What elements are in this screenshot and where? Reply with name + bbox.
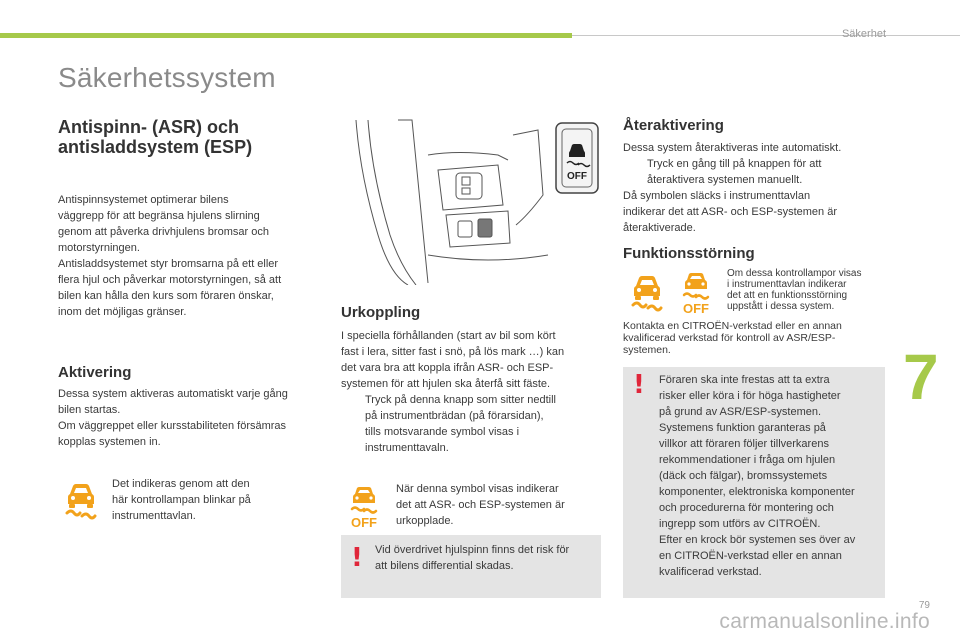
aktivering-lamp-line: instrumenttavlan.	[112, 510, 196, 522]
warning-line: på grund av ASR/ESP-systemen.	[659, 406, 822, 418]
esp-fault-lamp-icon	[630, 272, 664, 312]
ateraktivering-heading: Återaktivering	[623, 117, 724, 134]
ateraktivering-bullet	[623, 156, 821, 188]
intro-line: Antispinnsystemet optimerar bilens	[58, 194, 229, 206]
ateraktivering-line: indikerar det att ASR- och ESP-systemen är	[623, 206, 837, 218]
urkoppling-off-line: När denna symbol visas indikerar	[396, 483, 559, 495]
urkoppling-heading: Urkoppling	[341, 304, 421, 321]
intro-line: väggrepp för att begränsa hjulens slirning	[58, 210, 260, 222]
urkoppling-line: I speciella förhållanden (start av bil som kört	[341, 330, 556, 342]
ateraktivering-text-top	[623, 140, 841, 156]
aktivering-heading: Aktivering	[58, 364, 132, 381]
aktivering-lamp-line: här kontrollampan blinkar på	[112, 494, 251, 506]
funktionsstorning-text	[623, 320, 842, 356]
urkoppling-line: fast i lera, sitter fast i snö, på lös mark …) kan	[341, 346, 565, 358]
dashboard-button-illustration	[338, 115, 603, 285]
main-heading-line: antisladdsystem (ESP)	[58, 137, 253, 157]
urkoppling-bullet-line: tills motsvarande symbol visas i	[365, 426, 520, 438]
urkoppling-off-line: urkopplade.	[396, 515, 454, 527]
chapter-number: 7	[903, 341, 939, 413]
aktivering-lamp-line: Det indikeras genom att den	[112, 478, 250, 490]
urkoppling-bullet	[341, 392, 556, 456]
page-number: 79	[918, 600, 930, 611]
intro-line: Antisladdsystemet styr bromsarna på ett eller	[58, 258, 279, 270]
aktivering-line: kopplas systemen in.	[58, 436, 161, 448]
warning-line: en CITROËN-verkstad eller en annan	[659, 550, 842, 562]
urkoppling-bullet-line: på instrumentbrädan (på förarsidan),	[365, 410, 544, 422]
ateraktivering-text	[623, 188, 837, 236]
aktivering-line: bilen startas.	[58, 404, 121, 416]
funktionsstorning-side-line: uppstått i dessa system.	[727, 301, 835, 312]
urkoppling-bullet-line: Tryck på denna knapp som sitter nedtill	[365, 394, 556, 406]
warning-line: Efter en krock bör systemen ses över av	[659, 534, 856, 546]
urkoppling-warning-box	[341, 535, 601, 598]
warning-line: rekommendationer i fråga om hjulen	[659, 454, 836, 466]
main-heading	[58, 117, 318, 157]
warning-line: risker eller köra i för höga hastigheter	[659, 390, 841, 402]
page-title: Säkerhetssystem	[58, 62, 276, 93]
funktionsstorning-heading: Funktionsstörning	[623, 245, 755, 262]
esp-warning-lamp-icon	[64, 480, 98, 520]
ateraktivering-bullet-line: Tryck en gång till på knappen för att	[647, 158, 822, 170]
intro-line: flera hjul och påverkar motorstyrningen, så att	[58, 274, 282, 286]
intro-paragraph	[58, 192, 281, 320]
funktionsstorning-side-text	[727, 268, 862, 312]
warning-line: och procedurerna för montering och	[659, 502, 834, 514]
header-accent-bar	[0, 33, 572, 38]
urkoppling-warning-line: Vid överdrivet hjulspinn finns det risk för	[375, 544, 570, 556]
aktivering-line: Om väggreppet eller kursstabiliteten försämras	[58, 420, 287, 432]
warning-icon: !	[633, 370, 645, 400]
aktivering-line: Dessa system aktiveras automatiskt varje gång	[58, 388, 288, 400]
funktionsstorning-line: kvalificerad verkstad för kontroll av ASR/ESP-	[623, 332, 836, 344]
urkoppling-bullet-line: instrumenttavaln.	[365, 442, 449, 454]
ateraktivering-bullet-line: återaktivera systemen manuellt.	[647, 174, 803, 186]
funktionsstorning-side-line: Om dessa kontrollampor visas	[727, 268, 862, 279]
button-off-label: OFF	[567, 171, 587, 182]
watermark: carmanualsonline.info	[719, 610, 930, 633]
intro-line: genom att påverka drivhjulens bromsar och	[58, 226, 269, 238]
funktionsstorning-line: systemen.	[623, 344, 671, 356]
warning-line: villkor att föraren följer tillverkarens	[659, 438, 829, 450]
ateraktivering-line: Dessa system återaktiveras inte automatiskt.	[623, 142, 842, 154]
warning-line: kvalificerad verkstad.	[659, 566, 762, 578]
aktivering-text	[58, 386, 288, 450]
aktivering-lamp-text	[112, 476, 251, 524]
intro-line: inom det möjligas gränser.	[58, 306, 187, 318]
warning-line: (däck och fälgar), bromssystemets	[659, 470, 828, 482]
intro-line: bilen kan hålla den kurs som föraren önskar,	[58, 290, 274, 302]
esp-off-lamp-icon	[346, 484, 382, 530]
funktionsstorning-warning-box	[623, 367, 885, 598]
ateraktivering-line: Då symbolen släcks i instrumenttavlan	[623, 190, 811, 202]
urkoppling-off-line: det att ASR- och ESP-systemen är	[396, 499, 565, 511]
funktionsstorning-side-line: i instrumenttavlan indikerar	[727, 279, 847, 290]
funktionsstorning-side-line: det att en funktionsstörning	[727, 290, 848, 301]
urkoppling-off-text	[396, 481, 565, 529]
warning-icon: !	[351, 543, 363, 573]
funktionsstorning-warning-text	[659, 372, 855, 580]
warning-line: komponenter, elektroniska komponenter	[659, 486, 855, 498]
warning-line: ingrepp som utförs av CITROËN.	[659, 518, 821, 530]
urkoppling-line: systemen för att hjulen ska återfå sitt fäste.	[341, 378, 551, 390]
section-label: Säkerhet	[841, 28, 886, 40]
funktionsstorning-line: Kontakta en CITROËN-verkstad eller en annan	[623, 320, 842, 332]
off-label: OFF	[351, 515, 377, 530]
esp-off-fault-lamp-icon	[678, 270, 714, 316]
warning-line: Systemens funktion garanteras på	[659, 422, 826, 434]
urkoppling-warning-line: att bilens differential skadas.	[375, 560, 514, 572]
urkoppling-text	[341, 328, 564, 392]
warning-line: Föraren ska inte frestas att ta extra	[659, 374, 830, 386]
ateraktivering-line: återaktiverade.	[623, 222, 696, 234]
urkoppling-warning-text	[375, 542, 569, 574]
urkoppling-line: det vara bra att koppla ifrån ASR- och ESP-	[341, 362, 554, 374]
off-label: OFF	[683, 301, 709, 316]
main-heading-line: Antispinn- (ASR) och	[58, 117, 239, 137]
dashboard-drawing	[338, 115, 603, 285]
intro-line: motorstyrningen.	[58, 242, 140, 254]
header-rule	[572, 35, 960, 36]
